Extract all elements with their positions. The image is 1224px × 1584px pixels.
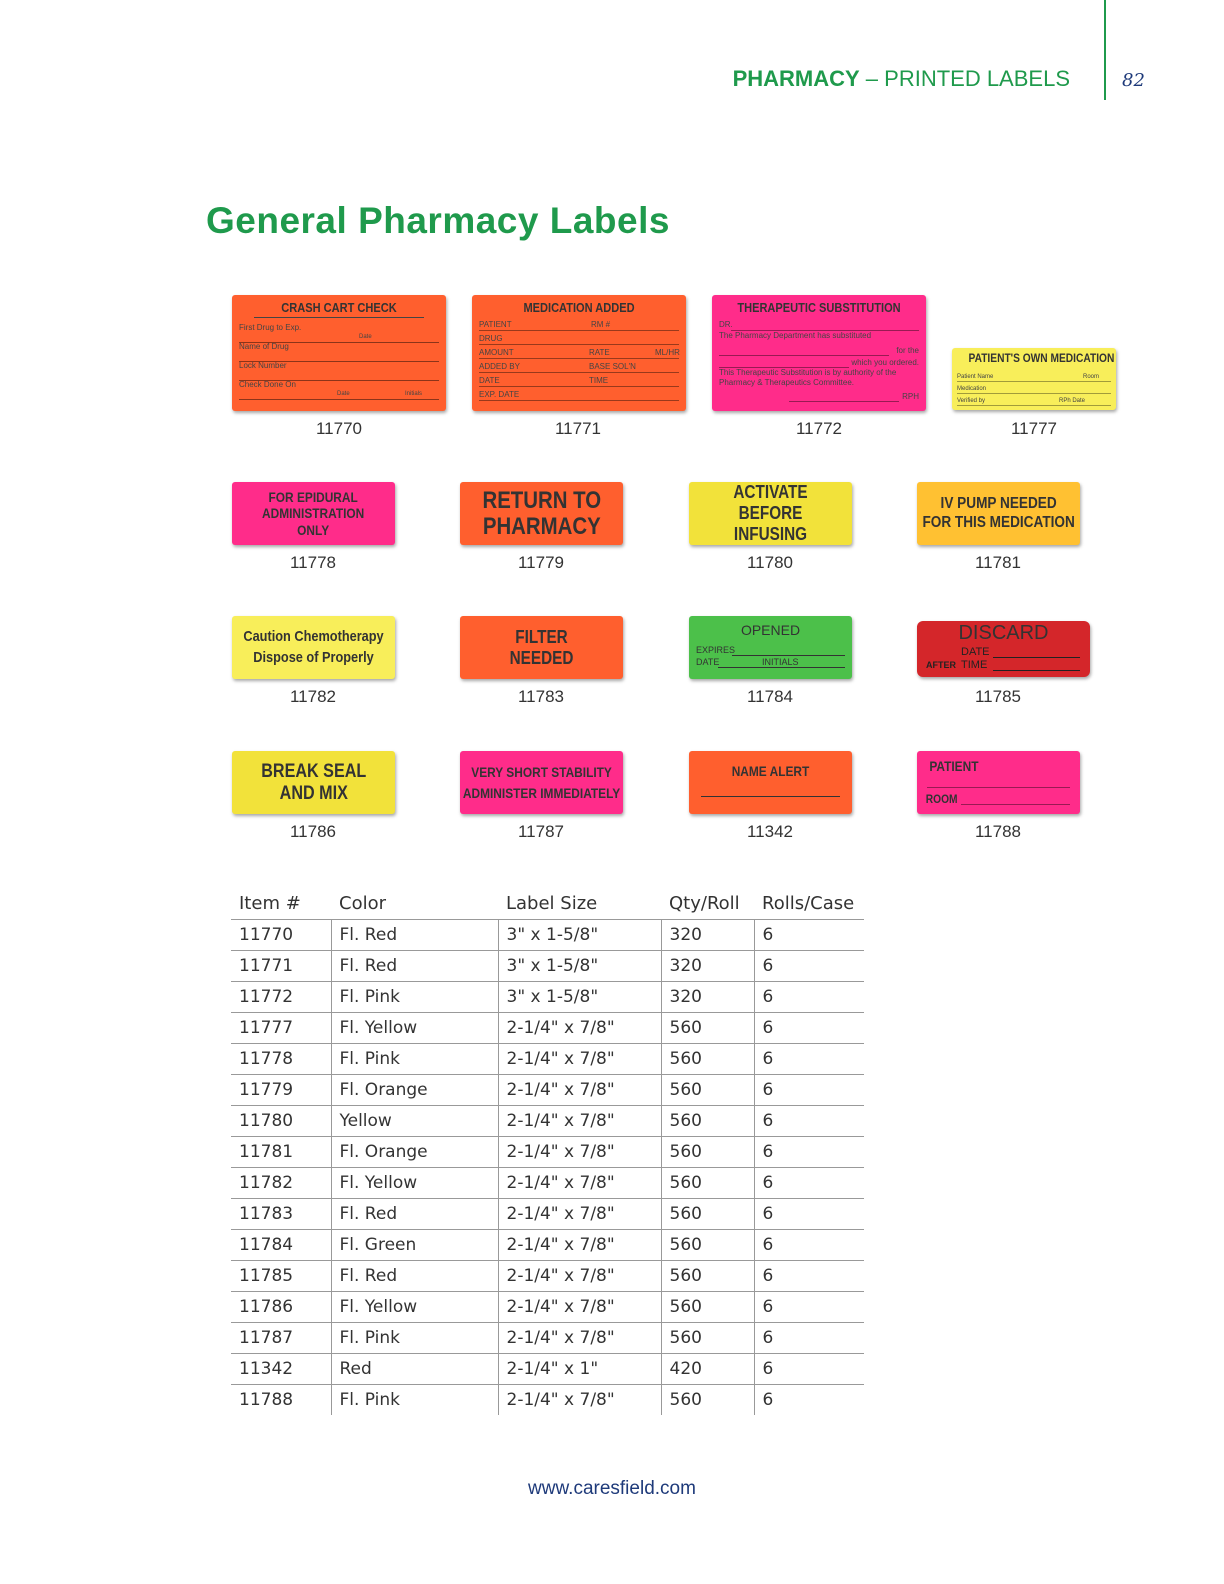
item-number: 11787 (517, 822, 564, 841)
table-row: 11787 Fl. Pink 2-1/4" x 7/8" 560 6 (231, 1323, 864, 1354)
item-number: 11778 (289, 553, 336, 572)
label-heading: CRASH CART CHECK (254, 300, 424, 318)
label-11787: VERY SHORT STABILITY ADMINISTER IMMEDIATELY (460, 751, 623, 814)
label-line: Lock Number (239, 361, 287, 370)
table-row: 11783 Fl. Red 2-1/4" x 7/8" 560 6 (231, 1199, 864, 1230)
label-11778: FOR EPIDURAL ADMINISTRATION ONLY (232, 482, 395, 545)
item-number: 11772 (795, 419, 842, 438)
label-11781: IV PUMP NEEDED FOR THIS MEDICATION (917, 482, 1080, 545)
section-header (733, 66, 1070, 92)
page-number: 82 (1122, 70, 1145, 91)
section-header-bold: PHARMACY (732, 66, 860, 91)
label-heading: DISCARD (958, 622, 1049, 644)
label-line: First Drug to Exp. (239, 323, 302, 332)
label-11777: PATIENT'S OWN MEDICATION Patient Name Room Medication Verified by RPh Date (952, 348, 1116, 410)
label-11780: ACTIVATE BEFORE INFUSING (689, 482, 852, 545)
label-11779: RETURN TO PHARMACY (460, 482, 623, 545)
item-number: 11777 (1010, 419, 1057, 438)
section-header-rest: – PRINTED LABELS (859, 66, 1070, 91)
label-11784: OPENED EXPIRES DATE INITIALS (689, 616, 852, 679)
label-11786: BREAK SEAL AND MIX (232, 751, 395, 814)
table-row: 11780 Yellow 2-1/4" x 7/8" 560 6 (231, 1106, 864, 1137)
table-row: 11784 Fl. Green 2-1/4" x 7/8" 560 6 (231, 1230, 864, 1261)
label-11783: FILTER NEEDED (460, 616, 623, 679)
item-number: 11783 (517, 687, 564, 706)
table-row: 11342 Red 2-1/4" x 1" 420 6 (231, 1354, 864, 1385)
item-number: 11786 (289, 822, 336, 841)
footer-url[interactable]: www.caresfield.com (528, 1478, 696, 1499)
item-number: 11780 (746, 553, 793, 572)
label-heading: MEDICATION ADDED (523, 300, 635, 315)
label-11770: CRASH CART CHECK First Drug to Exp. Date Name of Drug Lock Number Check Done On Date Initials (232, 295, 446, 411)
item-table (231, 888, 864, 1415)
item-number: 11785 (974, 687, 1021, 706)
table-row: 11779 Fl. Orange 2-1/4" x 7/8" 560 6 (231, 1075, 864, 1106)
label-heading: PATIENT'S OWN MEDICATION (968, 351, 1115, 365)
label-line: Name of Drug (239, 342, 289, 351)
item-number: 11781 (974, 553, 1021, 572)
table-header-row (231, 888, 864, 920)
table-row: 11782 Fl. Yellow 2-1/4" x 7/8" 560 6 (231, 1168, 864, 1199)
col-item: Item # (231, 888, 331, 920)
table-row: 11772 Fl. Pink 3" x 1-5/8" 320 6 (231, 982, 864, 1013)
item-number: 11782 (289, 687, 336, 706)
label-11772: THERAPEUTIC SUBSTITUTION DR. The Pharmacy Department has substituted for the which you ordered. This Therapeutic Substitution is by authority of the Pharmacy & Therapeutics Committee. RPH (712, 295, 926, 411)
item-number: 11784 (746, 687, 793, 706)
label-heading: THERAPEUTIC SUBSTITUTION (737, 300, 901, 315)
label-11342: NAME ALERT (689, 751, 852, 814)
table-row: 11770 Fl. Red 3" x 1-5/8" 320 6 (231, 920, 864, 951)
item-number: 11779 (517, 553, 564, 572)
table-row: 11777 Fl. Yellow 2-1/4" x 7/8" 560 6 (231, 1013, 864, 1044)
table-row: 11786 Fl. Yellow 2-1/4" x 7/8" 560 6 (231, 1292, 864, 1323)
table-row: 11788 Fl. Pink 2-1/4" x 7/8" 560 6 (231, 1385, 864, 1416)
item-number: 11771 (554, 419, 601, 438)
table-row: 11785 Fl. Red 2-1/4" x 7/8" 560 6 (231, 1261, 864, 1292)
page-title: General Pharmacy Labels (206, 200, 670, 241)
table-row: 11771 Fl. Red 3" x 1-5/8" 320 6 (231, 951, 864, 982)
header-divider (1104, 0, 1106, 100)
col-qty: Qty/Roll (661, 888, 754, 920)
table-row: 11778 Fl. Pink 2-1/4" x 7/8" 560 6 (231, 1044, 864, 1075)
col-size: Label Size (498, 888, 661, 920)
item-number: 11342 (746, 822, 793, 841)
label-line: Check Done On (239, 380, 296, 389)
item-number: 11770 (315, 419, 362, 438)
item-number: 11788 (974, 822, 1021, 841)
col-color: Color (331, 888, 498, 920)
label-heading: OPENED (740, 622, 801, 638)
table-row: 11781 Fl. Orange 2-1/4" x 7/8" 560 6 (231, 1137, 864, 1168)
col-rolls: Rolls/Case (754, 888, 864, 920)
label-11771: MEDICATION ADDED PATIENT RM # DRUG AMOUNT RATE ML/HR ADDED BY BASE SOL'N DATE TIME EXP. DATE (472, 295, 686, 411)
label-11788: PATIENT ROOM (917, 751, 1080, 814)
label-11785: DISCARD DATE AFTER TIME (917, 621, 1090, 677)
label-11782: Caution Chemotherapy Dispose of Properly (232, 616, 395, 679)
